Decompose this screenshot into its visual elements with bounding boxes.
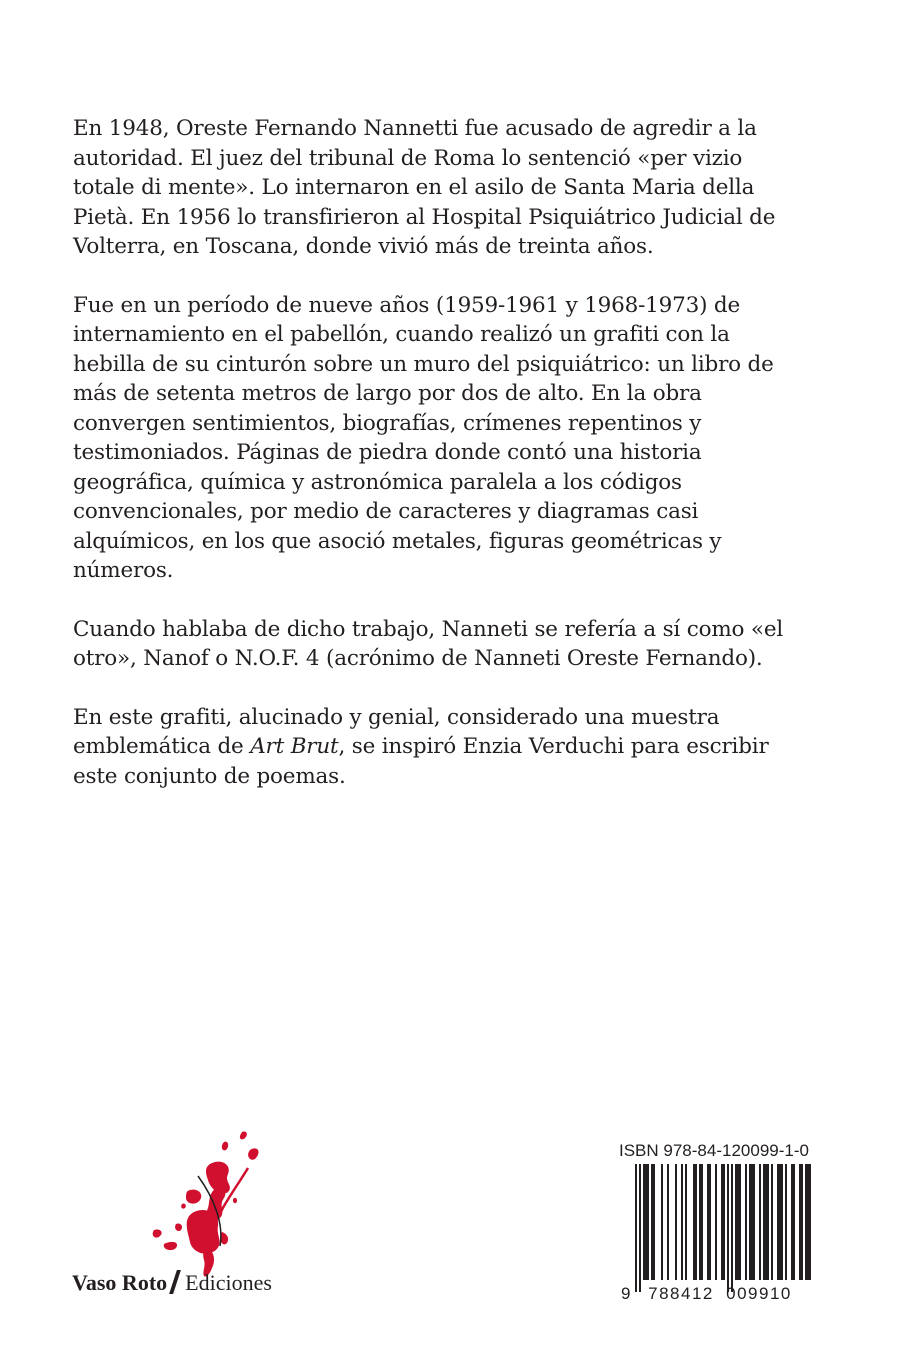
barcode-bar [765,1164,767,1280]
barcode-bar [709,1164,711,1280]
barcode-bar [715,1164,717,1280]
barcode-bar [779,1164,781,1280]
barcode-bar [735,1164,737,1280]
barcode-right-digits: 009910 [726,1284,792,1303]
barcode-guard-bar [635,1164,637,1292]
isbn-label: ISBN 978-84-120099-1-0 [619,1141,809,1160]
isbn-barcode-block [617,1140,813,1305]
barcode-bar [685,1164,687,1280]
barcode-bar [777,1164,779,1280]
barcode-bar [793,1164,795,1280]
barcode-bar [759,1164,761,1280]
barcode-bar [721,1164,723,1280]
barcode-bar [667,1164,669,1280]
red-ink-splash-icon [124,1128,284,1278]
blurb-paragraph-4-end: , se inspiró Enzia Verduchi para escribir este conjunto de poemas. [73,734,769,789]
barcode-bar [739,1164,741,1280]
barcode-bar [791,1164,793,1280]
barcode-bar [693,1164,695,1280]
barcode-bar [801,1164,803,1280]
blurb-paragraph-2: Fue en un período de nueve años (1959-1961 y 1968-1973) de internamiento en el pabellón, cuando realizó un grafiti con la hebilla de su cinturón sobre un muro del psiquiátrico: un libro de más de setenta metros de largo por dos de alto. En la obra convergen sentimientos, biografías, crímenes repentinos y testimoniados. Páginas de piedra donde contó una historia geográfica, química y astronómica paralela a los códigos convencionales, por medio de caracteres y diagramas casi alquímicos, en los que asoció metales, figuras geométricas y números. [73,292,774,583]
barcode-bar [681,1164,683,1280]
barcode-bar [771,1164,773,1280]
barcode-guard-bar [731,1164,733,1292]
barcode-bar [699,1164,701,1280]
back-cover-blurb [73,114,803,791]
ean13-barcode [617,1164,813,1304]
barcode-guard-bar [727,1164,729,1292]
blurb-paragraph-1: En 1948, Oreste Fernando Nannetti fue acusado de agredir a la autoridad. El juez del tribunal de Roma lo sentenció «per vizio totale di mente». Lo internaron en el asilo de Santa Maria della Pietà. En 1956 lo transfirieron al Hospital Psiquiátrico Judicial de Volterra, en Toscana, donde vivió más de treinta años. [73,116,776,259]
blurb-paragraph-4-start: En este grafiti, alucinado y genial, considerado una muestra emblemática de [73,704,720,759]
barcode-bar [785,1164,787,1280]
barcode-bar [751,1164,753,1280]
logo-slash-mark [169,1270,181,1294]
blurb-paragraph-4 [73,703,803,792]
barcode-bar [645,1164,647,1280]
barcode-bar [781,1164,783,1280]
barcode-bar [695,1164,697,1280]
barcode-bar [701,1164,703,1280]
art-brut-title: Art Brut [250,734,339,759]
barcode-bar [723,1164,725,1280]
barcode-bar [661,1164,663,1280]
barcode-bar [763,1164,765,1280]
barcode-bar [805,1164,807,1280]
barcode-bar [737,1164,739,1280]
barcode-bar [643,1164,645,1280]
barcode-bar [653,1164,655,1280]
barcode-bar [807,1164,809,1280]
publisher-brand: Vaso Roto [72,1270,168,1295]
barcode-bar [651,1164,653,1280]
barcode-bar [799,1164,801,1280]
barcode-bar [767,1164,769,1280]
publisher-name [72,1268,272,1299]
barcode-guard-bar [639,1164,641,1292]
barcode-bar [675,1164,677,1280]
barcode-bar [745,1164,747,1280]
publisher-logo [72,1128,342,1298]
barcode-bar [707,1164,709,1280]
barcode-lead-digit: 9 [621,1284,631,1303]
barcode-bar [647,1164,649,1280]
barcode-bar [809,1164,811,1280]
barcode-bar [749,1164,751,1280]
barcode-bar [753,1164,755,1280]
blurb-paragraph-3: Cuando hablaba de dicho trabajo, Nanneti se refería a sí como «el otro», Nanof o N.O.F. 4 (acrónimo de Nanneti Oreste Fernando). [73,616,784,671]
barcode-left-digits: 788412 [648,1284,714,1303]
publisher-imprint: Ediciones [185,1270,272,1295]
